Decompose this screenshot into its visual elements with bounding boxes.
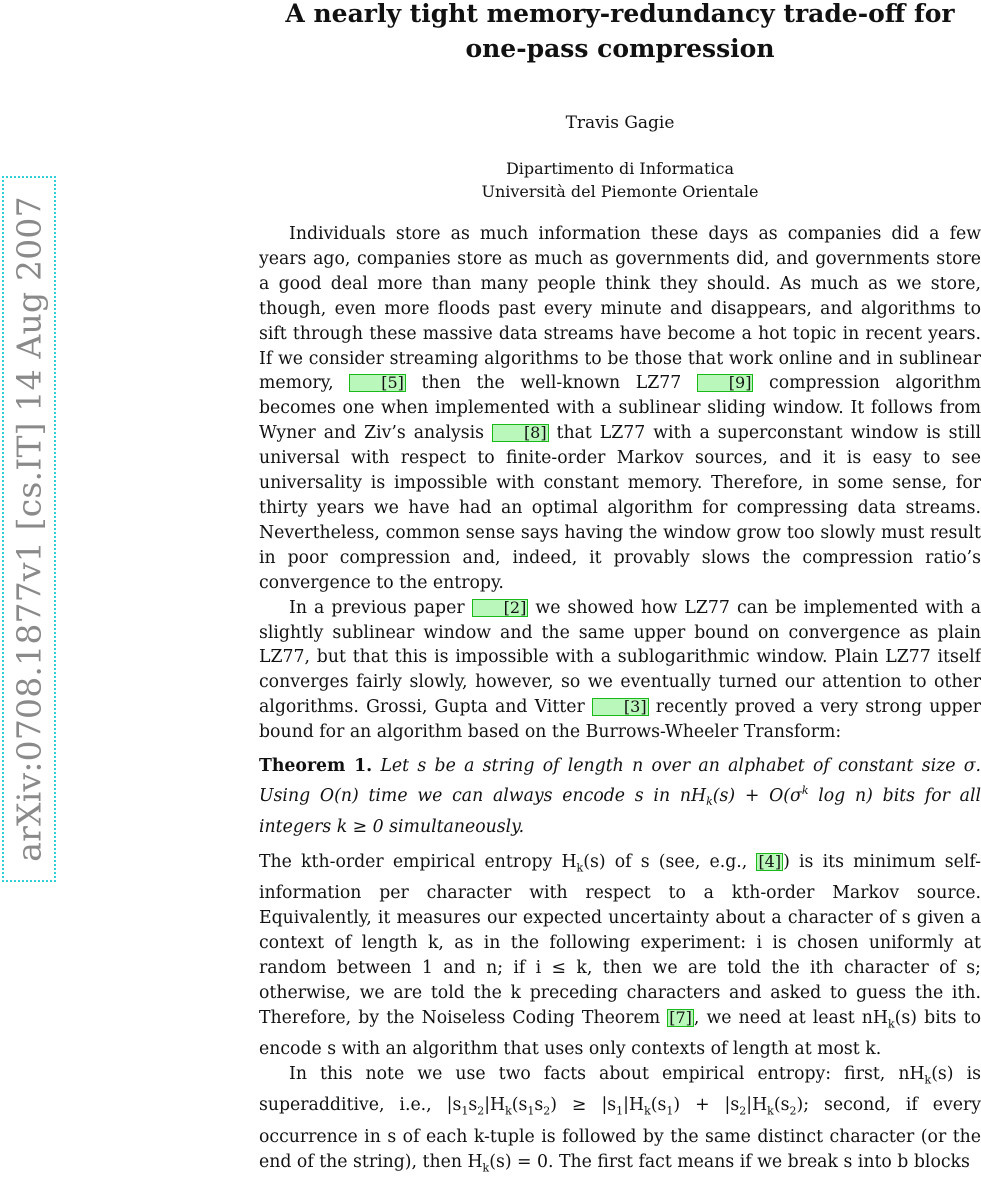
paper-page [259,0,981,1181]
text: ) + |s [673,1095,740,1116]
citation-link[interactable]: [7] [669,1007,692,1027]
subscript: 2 [739,1104,747,1118]
text: compression algorithm becomes one when implemented with a sublinear sliding window. It follows from Wyner and Ziv’s analysis [259,373,981,444]
text: In a previous paper [289,597,472,618]
subscript: k [505,1104,512,1118]
subscript: 2 [477,1104,485,1118]
text: log n) bits for all integers k ≥ 0 simultaneously. [259,785,981,838]
text: (s) + O(σ [712,785,802,806]
text: that LZ77 with a superconstant window is still universal with respect to finite-order Markov sources, and it is easy to see universality is impossible with constant memory. Therefore, in some sense, for thirty years we have had an optimal algorithm for compressing data streams. Nevertheless, common sense says having the window grow too slowly must result in poor compression and, indeed, it provably slows the compression ratio’s convergence to the entropy. [259,423,981,593]
text: ); second, if every occurrence in s of each k-tuple is followed by the same distinct character (or the end of the string), then H [259,1095,981,1172]
text: (s [773,1095,790,1116]
paper-body [259,222,981,1181]
citation-link[interactable]: [2] [472,599,529,617]
arxiv-identifier: arXiv:0708.1877v1 [cs.IT] 14 Aug 2007 [9,196,49,862]
text: s [534,1095,544,1116]
citation-link[interactable]: [3] [592,698,649,716]
title-line-2: one-pass compression [465,34,775,63]
subscript: k [887,1017,895,1031]
text: (s [511,1095,528,1116]
subscript: 1 [527,1104,535,1118]
superscript: k [801,783,809,797]
paragraph-3 [259,850,981,1062]
citation-link[interactable]: [9] [697,374,754,392]
text: Let s be a string of length n over an alphabet of constant size σ. Using O(n) time we can always encode s in nH [259,756,981,806]
paragraph-1 [259,222,981,596]
text: , we need at least nH [693,1007,888,1028]
affiliation-line-2: Università del Piemonte Orientale [481,182,759,201]
text: ) ≥ |s [550,1095,617,1116]
text: then the well-known LZ77 [405,373,697,394]
subscript: k [576,861,584,875]
citation-link[interactable]: [8] [492,424,549,442]
text: |H [746,1095,768,1116]
text: The kth-order empirical entropy H [259,851,577,872]
text: ) is its minimum self-information per character with respect to a kth-order Markov source. Equivalently, it measures our expected uncertainty about a character of s given a context of length k, as in the following experiment: i is chosen uniformly at random between 1 and n; if i ≤ k, then we are told the ith character of s; otherwise, we are told the k preceding characters and asked to guess the ith. Therefore, by the Noiseless Coding Theorem [259,851,981,1028]
paper-title [259,0,981,66]
subscript: 1 [666,1104,674,1118]
text: Individuals store as much information these days as companies did a few years ago, companies store as much as governments did, and governments store a good deal more than many people think they should. As much as we store, though, even more floods past every minute and disappears, and algorithms to sift through these massive data streams have become a hot topic in recent years. If we consider streaming algorithms to be those that work online and in sublinear memory, [259,224,981,394]
author-name: Travis Gagie [565,113,675,133]
text: In this note we use two facts about empirical entropy: first, nH [289,1064,925,1085]
paragraph-2 [259,596,981,745]
subscript: k [924,1073,932,1087]
text: recently proved a very strong upper bound for an algorithm based on the Burrows-Wheeler Transform: [259,697,981,743]
text: (s) is superadditive, i.e., |s [259,1064,981,1116]
text: (s [650,1095,667,1116]
text: s [468,1095,478,1116]
subscript: 2 [543,1104,551,1118]
subscript: 1 [461,1104,469,1118]
paragraph-4 [259,1062,981,1181]
text: (s) = 0. The first fact means if we break s into b blocks [489,1151,970,1172]
subscript: 2 [789,1104,797,1118]
text: |H [623,1095,645,1116]
text: (s) bits to encode s with an algorithm that uses only contexts of length at most k. [259,1007,981,1060]
text: we showed how LZ77 can be implemented with a slightly sublinear window and the same upper bound on convergence as plain LZ77, but that this is impossible with a sublogarithmic window. Plain LZ77 itself converges fairly slowly, however, so we eventually turned our attention to other algorithms. Grossi, Gupta and Vitter [259,597,981,718]
subscript: k [706,795,713,809]
subscript: 1 [616,1104,624,1118]
text: (s) of s (see, e.g., [583,851,757,872]
theorem-heading: Theorem 1. [259,756,373,777]
affiliation [259,157,981,203]
citation-link[interactable]: [5] [349,374,406,392]
citation-link[interactable]: [4] [758,851,782,871]
text: |H [484,1095,506,1116]
subscript: k [644,1104,651,1118]
subscript: k [767,1104,774,1118]
subscript: k [482,1161,490,1175]
theorem-1 [259,754,981,840]
arxiv-side-stamp [2,176,56,882]
title-line-1: A nearly tight memory-redundancy trade-off for [285,0,955,28]
affiliation-line-1: Dipartimento di Informatica [505,159,735,178]
